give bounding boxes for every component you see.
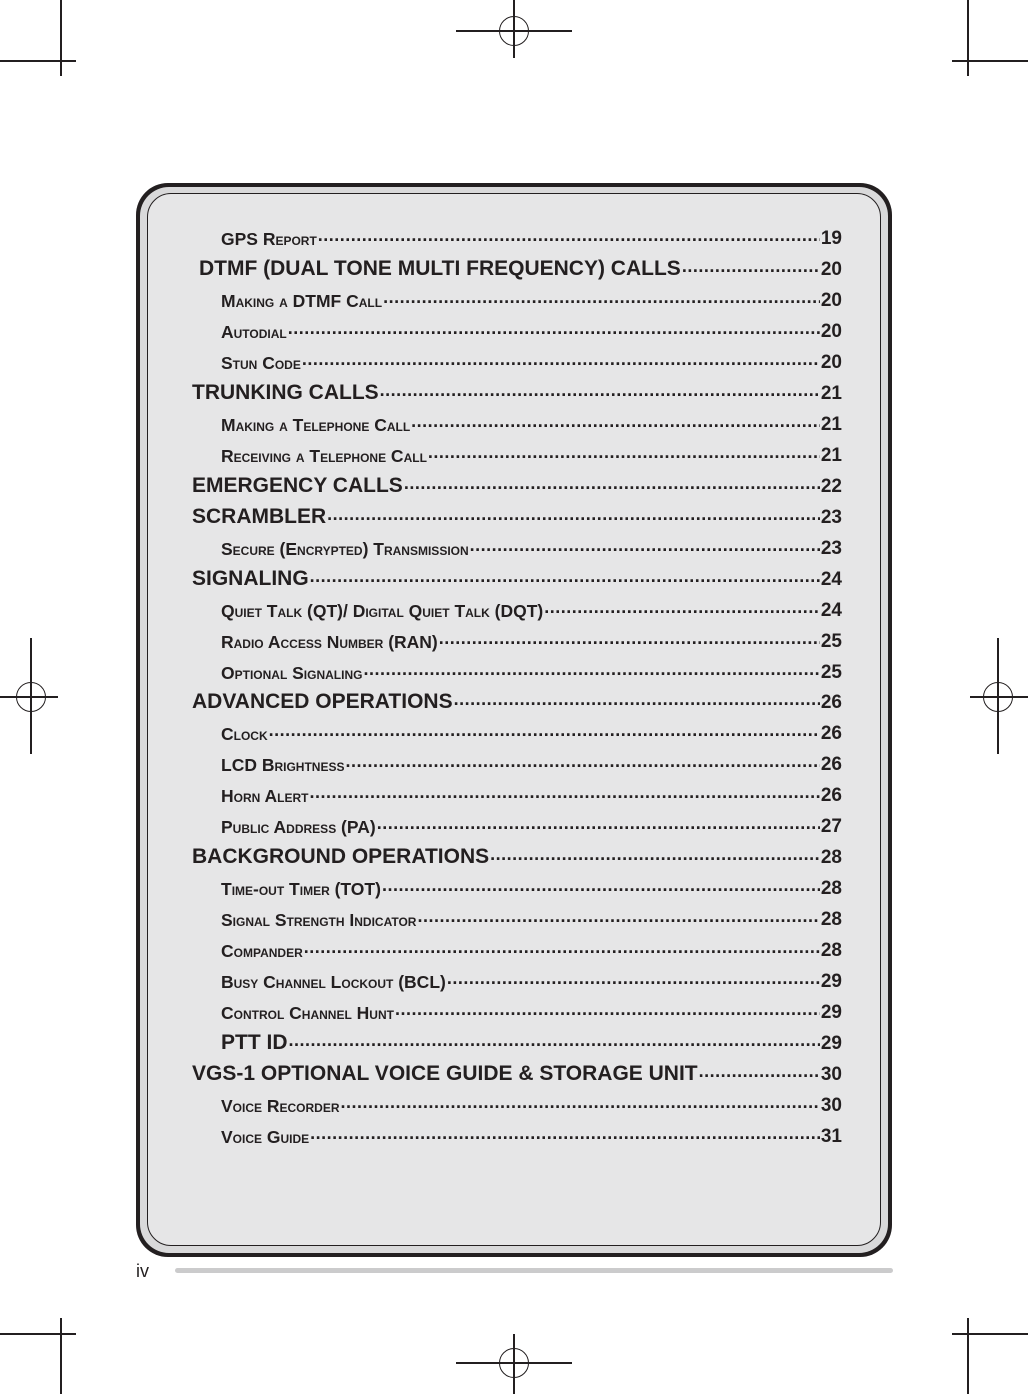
toc-entry[interactable] <box>221 1027 842 1053</box>
toc-entry-page: 27 <box>820 816 842 837</box>
toc-entry-title: Making a DTMF Call <box>221 290 383 311</box>
toc-entry[interactable] <box>192 1058 842 1084</box>
leader-dots <box>411 412 820 434</box>
leader-dots <box>544 598 820 620</box>
toc-entry[interactable] <box>221 1089 842 1115</box>
leader-dots <box>310 1124 820 1146</box>
toc-entry-title: Clock <box>221 723 268 744</box>
toc-entry[interactable] <box>221 284 842 310</box>
toc-entry-title: Time-out Timer (TOT) <box>221 878 381 899</box>
toc-entry[interactable] <box>221 346 842 372</box>
toc-entry-page: 20 <box>820 321 842 342</box>
toc-entry-page: 22 <box>820 476 842 497</box>
toc-entry-page: 24 <box>820 600 842 621</box>
toc-entry-page: 28 <box>820 847 842 868</box>
toc-entry-page: 29 <box>820 1002 842 1023</box>
toc-entry-page: 23 <box>820 538 842 559</box>
toc-entry-page: 28 <box>820 909 842 930</box>
toc-entry-title: Quiet Talk (QT)/ Digital Quiet Talk (DQT) <box>221 600 544 621</box>
toc-entry-title: Optional Signaling <box>221 662 363 683</box>
toc-entry-title: EMERGENCY CALLS <box>192 474 403 497</box>
leader-dots <box>288 319 820 341</box>
toc-entry-title: Secure (Encrypted) Transmission <box>221 538 469 559</box>
leader-dots <box>327 505 820 527</box>
toc-entry-title: Busy Channel Lockout (BCL) <box>221 971 446 992</box>
toc-entry-title: Voice Recorder <box>221 1095 340 1116</box>
toc-entry-page: 29 <box>820 971 842 992</box>
toc-entry[interactable] <box>221 315 842 341</box>
toc-entry-page: 28 <box>820 878 842 899</box>
toc-entry-page: 26 <box>820 754 842 775</box>
leader-dots <box>318 226 820 248</box>
toc-entry[interactable] <box>199 253 842 279</box>
leader-dots <box>382 876 820 898</box>
leader-dots <box>380 381 820 403</box>
leader-dots <box>289 1031 820 1053</box>
toc-entry[interactable] <box>192 563 842 589</box>
toc-entry-title: Receiving a Telephone Call <box>221 445 427 466</box>
leader-dots <box>269 721 820 743</box>
leader-dots <box>302 350 820 372</box>
toc-entry-title: LCD Brightness <box>221 754 345 775</box>
leader-dots <box>490 845 820 867</box>
toc-entry[interactable] <box>221 222 842 248</box>
toc-entry-page: 31 <box>820 1126 842 1147</box>
toc-entry-title: Horn Alert <box>221 785 309 806</box>
toc-entry[interactable] <box>221 872 842 898</box>
leader-dots <box>417 907 819 929</box>
toc-entry-page: 25 <box>820 631 842 652</box>
toc-entry[interactable] <box>192 686 842 712</box>
toc-entry-page: 19 <box>820 228 842 249</box>
toc-entry-page: 23 <box>820 507 842 528</box>
toc-entry-title: SCRAMBLER <box>192 505 327 528</box>
toc-entry-title: ADVANCED OPERATIONS <box>192 690 453 713</box>
leader-dots <box>345 752 819 774</box>
toc-entry-page: 20 <box>820 259 842 280</box>
toc-entry-title: TRUNKING CALLS <box>192 381 379 404</box>
leader-dots <box>404 474 820 496</box>
page-number: iv <box>136 1261 149 1281</box>
toc-entry[interactable] <box>221 748 842 774</box>
toc-entry[interactable] <box>192 470 842 496</box>
leader-dots <box>341 1093 820 1115</box>
leader-dots <box>383 288 820 310</box>
toc-entry-page: 21 <box>820 445 842 466</box>
toc-entry-page: 26 <box>820 785 842 806</box>
toc-entry-page: 25 <box>820 662 842 683</box>
toc-entry-page: 26 <box>820 723 842 744</box>
leader-dots <box>470 536 820 558</box>
toc-entry-page: 20 <box>820 290 842 311</box>
leader-dots <box>395 1000 820 1022</box>
toc-entry[interactable] <box>221 439 842 465</box>
leader-dots <box>428 443 820 465</box>
toc-entry-page: 30 <box>820 1095 842 1116</box>
toc-entry-page: 26 <box>820 692 842 713</box>
toc-entry[interactable] <box>221 532 842 558</box>
toc-entry-title: Radio Access Number (RAN) <box>221 631 438 652</box>
toc-entry-page: 21 <box>820 383 842 404</box>
toc-entry-title: Compander <box>221 940 303 961</box>
toc-entry[interactable] <box>221 656 842 682</box>
toc-entry[interactable] <box>221 996 842 1022</box>
toc-entry[interactable] <box>221 408 842 434</box>
leader-dots <box>699 1062 820 1084</box>
toc-entry-title: DTMF (DUAL TONE MULTI FREQUENCY) CALLS <box>199 257 681 280</box>
toc-entry[interactable] <box>192 841 842 867</box>
toc-entry[interactable] <box>221 1120 842 1146</box>
leader-dots <box>454 690 820 712</box>
toc-entry[interactable] <box>221 903 842 929</box>
toc-entry[interactable] <box>221 779 842 805</box>
toc-entry-title: Signal Strength Indicator <box>221 909 417 930</box>
toc-entry-title: BACKGROUND OPERATIONS <box>192 845 490 868</box>
toc-entry-title: GPS Report <box>221 228 317 249</box>
toc-entry-page: 24 <box>820 569 842 590</box>
leader-dots <box>439 629 820 651</box>
toc-entry-title: SIGNALING <box>192 567 309 590</box>
toc-entry[interactable] <box>221 934 842 960</box>
leader-dots <box>447 969 820 991</box>
toc-entry[interactable] <box>221 625 842 651</box>
toc-entry-page: 21 <box>820 414 842 435</box>
leader-dots <box>310 567 820 589</box>
toc-entry[interactable] <box>192 377 842 403</box>
toc-entry-title: Making a Telephone Call <box>221 414 411 435</box>
leader-dots <box>363 660 819 682</box>
toc-entry-title: Public Address (PA) <box>221 816 376 837</box>
toc-entry-page: 30 <box>820 1064 842 1085</box>
leader-dots <box>682 257 820 279</box>
toc-entry-title: Voice Guide <box>221 1126 310 1147</box>
footer-rule <box>175 1268 893 1273</box>
toc-entry-page: 20 <box>820 352 842 373</box>
leader-dots <box>304 938 820 960</box>
toc-entry[interactable] <box>221 717 842 743</box>
toc-entry-page: 29 <box>820 1033 842 1054</box>
toc-entry-title: PTT ID <box>221 1031 288 1054</box>
toc-entry[interactable] <box>221 594 842 620</box>
leader-dots <box>310 783 820 805</box>
toc-entry-title: Stun Code <box>221 352 301 373</box>
toc-entry-title: Control Channel Hunt <box>221 1002 394 1023</box>
toc-entry[interactable] <box>192 501 842 527</box>
toc-entry-page: 28 <box>820 940 842 961</box>
toc-entry-title: Autodial <box>221 321 287 342</box>
toc-entry[interactable] <box>221 810 842 836</box>
toc-entry[interactable] <box>221 965 842 991</box>
toc-entry-title: VGS-1 OPTIONAL VOICE GUIDE & STORAGE UNIT <box>192 1062 698 1085</box>
leader-dots <box>377 814 820 836</box>
